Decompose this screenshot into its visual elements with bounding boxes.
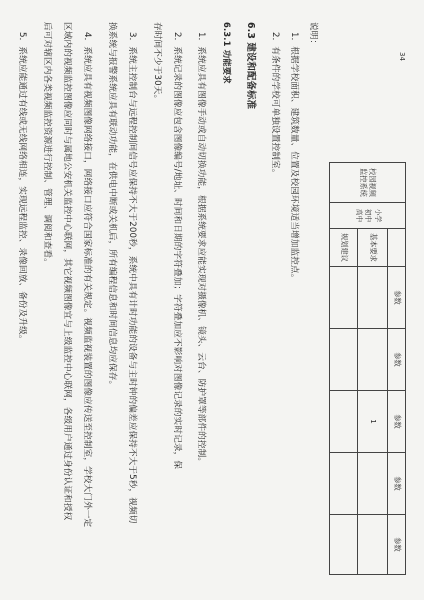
system-name-cell: 校园视频 监控系统 — [359, 168, 377, 197]
table-cell — [358, 453, 388, 515]
table-row-header — [330, 163, 406, 203]
column-header: 参数 — [388, 515, 406, 575]
equipment-table — [330, 162, 406, 574]
notes-label: 说明： — [308, 22, 318, 49]
body-paragraph: 1．系统应具有图像手动或自动切换功能，根据系统要求应能实现对摄像机、镜头、云台、防护罩等部件的控制。 — [196, 32, 206, 467]
body-paragraph: 2．系统记录的图像应包含图像编号/地址、时间和日期的字符叠加；字符叠加应不影响对图像记录的实时记录，保 — [172, 32, 182, 470]
note-item: 1．根据学校面积、建筑数量、位置及校园环境适当增加监控点。 — [289, 32, 299, 283]
subsection-heading — [221, 22, 233, 574]
table-cell — [330, 267, 358, 329]
grade-primary: 小学 — [374, 208, 383, 223]
table-cell — [330, 515, 358, 575]
subsection-number: 6.3.1 — [222, 22, 232, 47]
column-header: 参数 — [388, 329, 406, 391]
subsection-title: 功能要求 — [222, 49, 232, 84]
body-paragraph-continuation: 存时间不少于30天。 — [152, 22, 162, 104]
body-paragraph: 3．系统主控制台与远程控制间信号应保持不大于200秒，系统中具有计时功能的设备与主时钟的偏差应保持不大于5秒，视频切 — [127, 32, 137, 524]
table-cell — [358, 267, 388, 329]
table-cell — [358, 391, 388, 453]
table-cell — [330, 453, 358, 515]
note-item: 2．有条件的学校可单独设置控制室。 — [270, 32, 280, 178]
planning-suggestion-label: 规划建议 — [330, 229, 358, 267]
section-heading — [245, 22, 259, 574]
column-header: 参数 — [388, 391, 406, 453]
section-number: 6.3 — [245, 22, 256, 40]
body-paragraph: 5．系统应能通过有线或无线网络相连，实现远程监控、录像回放、备份及升级。 — [17, 32, 27, 344]
grade-senior: 高中 — [354, 208, 363, 223]
table-value: 1 — [368, 419, 378, 424]
table-corner-cell — [388, 229, 406, 267]
body-paragraph-continuation: 后可对辖区内各类视频监控资源进行控制、管理、调阅和查看。 — [42, 22, 52, 267]
grade-junior: 初中 — [364, 208, 373, 223]
body-paragraph: 4．系统应具有视频图像网络接口，网络接口应符合国家标准的有关规定。视频监视装置的图像应传送至控制室，学校大门外一定 — [82, 32, 92, 528]
table-cell — [358, 515, 388, 575]
table-cell — [330, 329, 358, 391]
body-paragraph-continuation: 换系统与报警系统应具有联动功能，在供电中断或关机后，所有编程信息和时间信息均应保存。 — [107, 22, 117, 390]
column-header: 参数 — [388, 453, 406, 515]
body-paragraph-continuation: 区域内的视频监控图像应同时与属地公安机关监控中心联网，其它视频图像宜与上级监控中心联网，各级用户通过身份认证和授权 — [62, 22, 72, 521]
section-title: 建设和配备标准 — [245, 42, 256, 110]
table-cell — [330, 391, 358, 453]
grade-cell — [330, 203, 406, 229]
basic-requirement-label: 基本要求 — [358, 229, 388, 267]
page-number: 34 — [398, 52, 406, 61]
column-header: 参数 — [388, 267, 406, 329]
table-cell — [358, 329, 388, 391]
